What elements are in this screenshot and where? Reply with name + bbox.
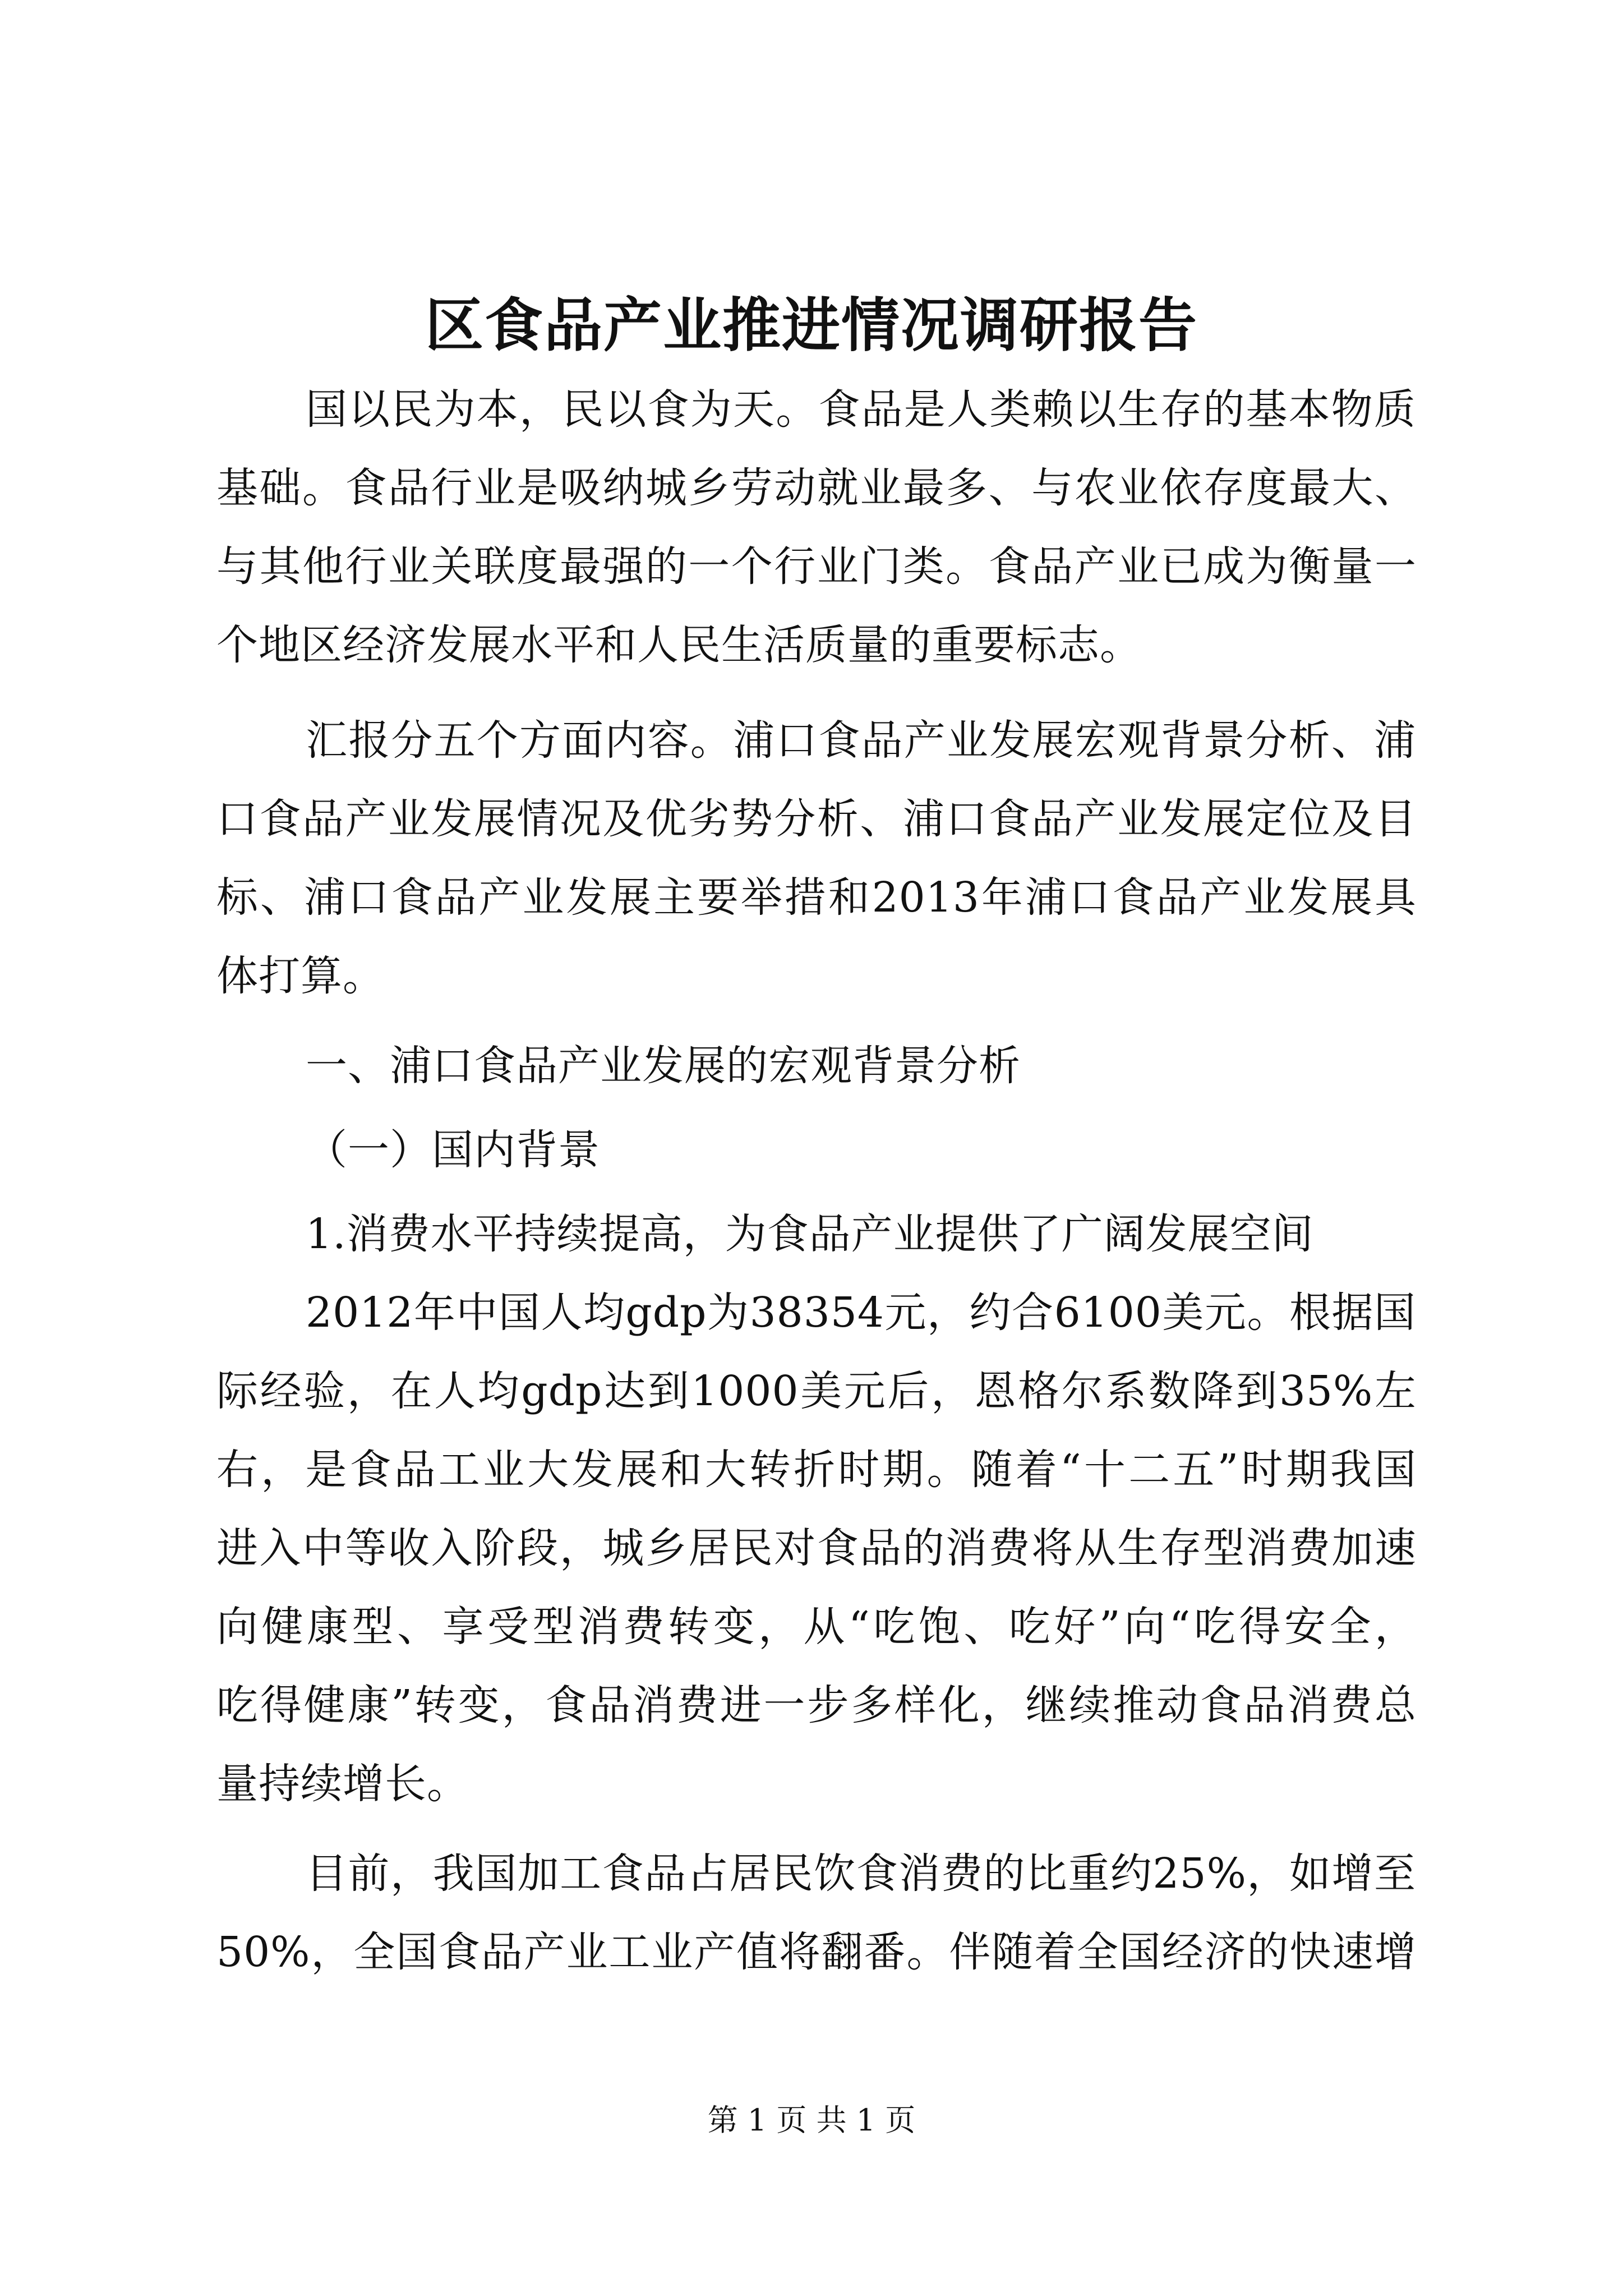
text-line: 量持续增长。 <box>216 1760 469 1808</box>
section-heading: 一、浦口食品产业发展的宏观背景分析 <box>306 1042 1021 1090</box>
text-line: 国以民为本，民以食为天。食品是人类赖以生存的基本物质 <box>306 385 1416 434</box>
text-line: 2012年中国人均gdp为38354元，约合6100美元。根据国 <box>306 1289 1416 1337</box>
text-line: 基础。食品行业是吸纳城乡劳动就业最多、与农业依存度最大、 <box>216 464 1417 512</box>
text-line: 际经验，在人均gdp达到1000美元后，恩格尔系数降到35%左 <box>216 1367 1417 1415</box>
text-line: 进入中等收入阶段，城乡居民对食品的消费将从生存型消费加速 <box>216 1524 1417 1572</box>
text-line: 向健康型、享受型消费转变，从“吃饱、吃好”向“吃得安全， <box>216 1603 1417 1651</box>
text-line: 吃得健康”转变，食品消费进一步多样化，继续推动食品消费总 <box>216 1681 1417 1729</box>
text-line: 体打算。 <box>216 952 385 1000</box>
text-line: 口食品产业发展情况及优劣势分析、浦口食品产业发展定位及目 <box>216 795 1417 843</box>
text-line: 与其他行业关联度最强的一个行业门类。食品产业已成为衡量一 <box>216 542 1417 591</box>
text-line: 50%，全国食品产业工业产值将翻番。伴随着全国经济的快速增 <box>216 1928 1417 1976</box>
text-line: 标、浦口食品产业发展主要举措和2013年浦口食品产业发展具 <box>216 873 1417 922</box>
text-line: 右，是食品工业大发展和大转折时期。随着“十二五”时期我国 <box>216 1446 1417 1494</box>
text-line: 汇报分五个方面内容。浦口食品产业发展宏观背景分析、浦 <box>306 716 1416 765</box>
text-line: 目前，我国加工食品占居民饮食消费的比重约25%，如增至 <box>306 1849 1416 1898</box>
document-title: 区食品产业推进情况调研报告 <box>425 291 1198 360</box>
page-footer: 第 1 页 共 1 页 <box>707 2102 916 2138</box>
point-heading: 1.消费水平持续提高，为食品产业提供了广阔发展空间 <box>306 1210 1314 1258</box>
subsection-heading: （一）国内背景 <box>306 1126 600 1174</box>
text-line: 个地区经济发展水平和人民生活质量的重要标志。 <box>216 621 1142 669</box>
